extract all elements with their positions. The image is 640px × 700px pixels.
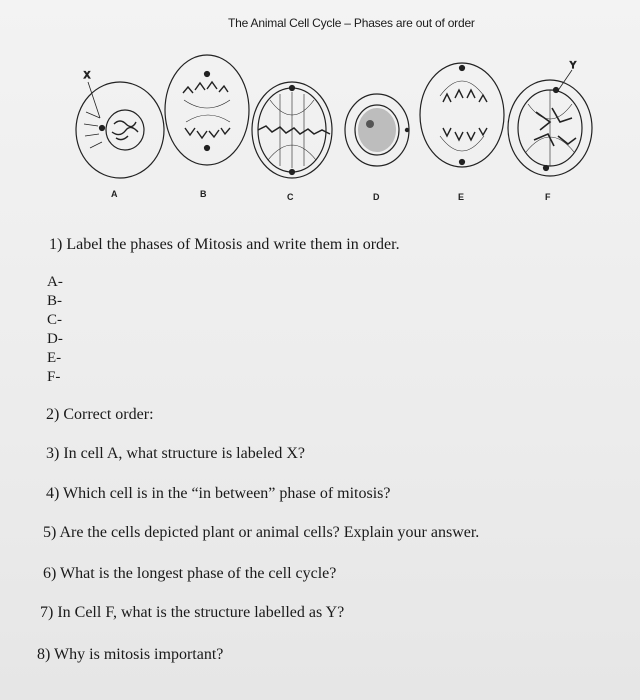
answer-slot-f: F- bbox=[47, 369, 61, 385]
marker-y: Y bbox=[570, 60, 577, 70]
cell-label-d: D bbox=[373, 192, 380, 202]
cell-a-illustration bbox=[76, 82, 164, 178]
question-5: 5) Are the cells depicted plant or animal cells? Explain your answer. bbox=[43, 524, 480, 541]
cell-e-illustration bbox=[420, 63, 504, 167]
cell-diagram bbox=[0, 0, 640, 215]
question-2: 2) Correct order: bbox=[46, 406, 154, 423]
question-7: 7) In Cell F, what is the structure labelled as Y? bbox=[40, 604, 345, 621]
answer-slot-d: D- bbox=[47, 331, 63, 347]
answer-slot-c: C- bbox=[47, 312, 62, 328]
cell-c-illustration bbox=[252, 82, 332, 178]
question-8: 8) Why is mitosis important? bbox=[37, 646, 224, 663]
question-4: 4) Which cell is in the “in between” phase of mitosis? bbox=[46, 485, 391, 502]
cell-label-f: F bbox=[545, 192, 551, 202]
cell-label-c: C bbox=[287, 192, 294, 202]
cell-label-b: B bbox=[200, 189, 207, 199]
cell-label-a: A bbox=[111, 189, 118, 199]
answer-slot-e: E- bbox=[47, 350, 62, 366]
answer-slot-b: B- bbox=[47, 293, 62, 309]
question-1: 1) Label the phases of Mitosis and write them in order. bbox=[49, 236, 400, 253]
marker-x: X bbox=[84, 70, 91, 80]
question-6: 6) What is the longest phase of the cell cycle? bbox=[43, 565, 337, 582]
cell-d-illustration bbox=[345, 94, 409, 166]
answer-slot-a: A- bbox=[47, 274, 63, 290]
worksheet-title: The Animal Cell Cycle – Phases are out of order bbox=[228, 16, 475, 30]
cell-label-e: E bbox=[458, 192, 465, 202]
question-3: 3) In cell A, what structure is labeled X? bbox=[46, 445, 306, 462]
cell-f-illustration bbox=[508, 70, 592, 176]
cell-b-illustration bbox=[165, 55, 249, 165]
